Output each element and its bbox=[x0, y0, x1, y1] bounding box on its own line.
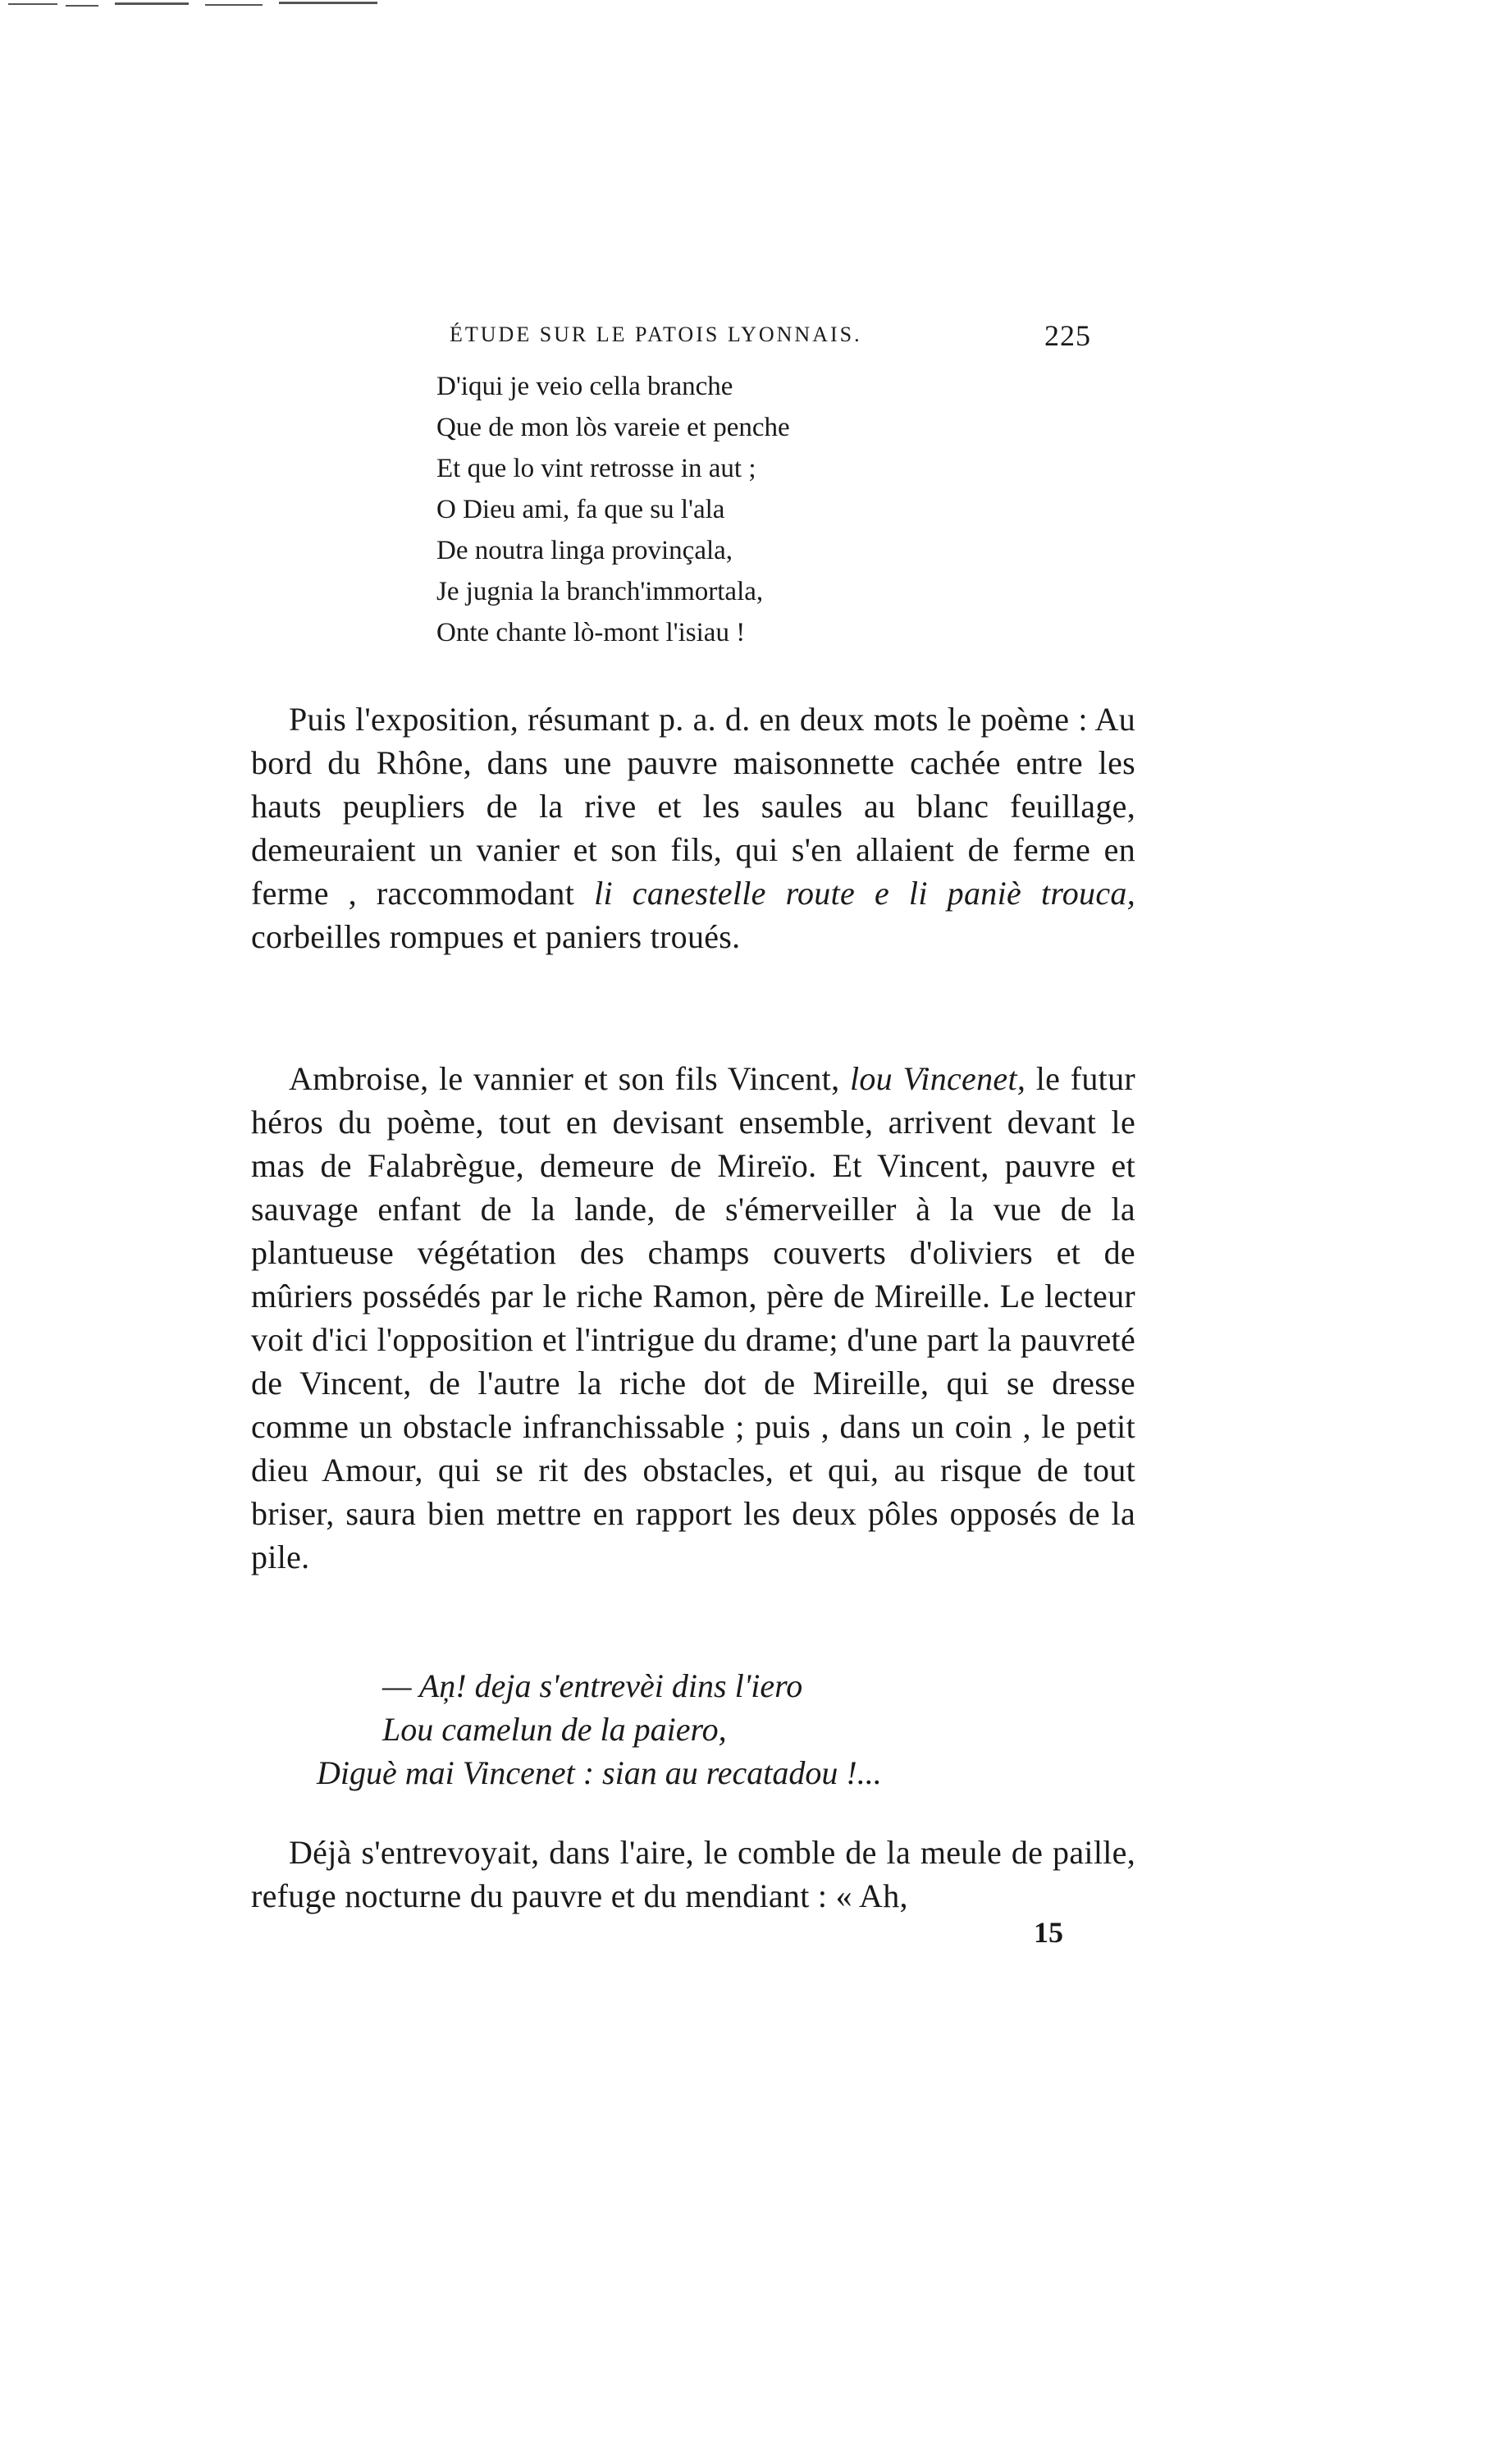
paragraph-translation: Déjà s'entrevoyait, dans l'aire, le comble de la meule de paille, refuge nocturne du pauvre et du mendiant : « Ah, bbox=[251, 1834, 1135, 1914]
paragraph-ambroise bbox=[251, 1057, 1135, 1579]
running-header bbox=[450, 319, 1091, 352]
running-title: ÉTUDE SUR LE PATOIS LYONNAIS. bbox=[450, 322, 862, 346]
signature-mark: 15 bbox=[1034, 1916, 1063, 1949]
paragraph-text: corbeilles rompues et paniers troués. bbox=[251, 918, 741, 955]
scan-noise bbox=[0, 0, 410, 25]
paragraph-text: le futur héros du poème, tout en devisant ensemble, arrivent devant le mas de Falabrègue, demeure de Mireïo. Et Vincent, pauvre et sauvage enfant de la lande, de s'émerveiller à la vue de la plantueuse végétation des champs couverts d'oliviers et de mûriers possédés par le riche Ramon, père de Mireille. Le lecteur voit d'ici l'opposition et l'intrigue du drame; d'une part la pauvreté de Vincent, de l'autre la riche dot de Mireille, qui se dresse comme un obstacle infranchissable ; puis , dans un coin , le petit dieu Amour, qui se rit des obstacles, et qui, au risque de tout briser, saura bien mettre en rapport les deux pôles opposés de la pile. bbox=[251, 1060, 1135, 1575]
verse-line: D'iqui je veio cella branche bbox=[436, 372, 733, 401]
verse-line: Que de mon lòs vareie et penche bbox=[436, 413, 790, 442]
verse-line: O Dieu ami, fa que su l'ala bbox=[436, 495, 725, 524]
verse-line: Et que lo vint retrosse in aut ; bbox=[436, 454, 756, 483]
verse-line: Diguè mai Vincenet : sian au recatadou !... bbox=[317, 1754, 882, 1791]
verse-line: — Aņ! deja s'entrevèi dins l'iero bbox=[382, 1667, 803, 1704]
verse-line: De noutra linga provinçala, bbox=[436, 536, 733, 565]
verse-block-2 bbox=[317, 1664, 882, 1795]
verse-block-1 bbox=[436, 366, 790, 653]
verse-line: Je jugnia la branch'immortala, bbox=[436, 577, 764, 606]
provencal-name: lou Vincenet, bbox=[849, 1060, 1026, 1097]
paragraph-text: Puis l'exposition, résumant p. a. d. en deux mots le poème : Au bord du Rhône, dans une pauvre maisonnette cachée entre les hauts peupliers de la rive et les saules au blanc feuillage, demeuraient un vanier et son fils, qui s'en allaient de ferme en ferme , raccommodant bbox=[251, 701, 1135, 912]
verse-line: Onte chante lò-mont l'isiau ! bbox=[436, 618, 746, 647]
verse-line: Lou camelun de la paiero, bbox=[382, 1711, 727, 1748]
paragraph-exposition bbox=[251, 697, 1135, 958]
provencal-quote: li canestelle route e li paniè trouca, bbox=[594, 875, 1135, 912]
paragraph-text: Ambroise, le vannier et son fils Vincent, bbox=[289, 1060, 850, 1097]
page-number: 225 bbox=[1044, 319, 1091, 352]
